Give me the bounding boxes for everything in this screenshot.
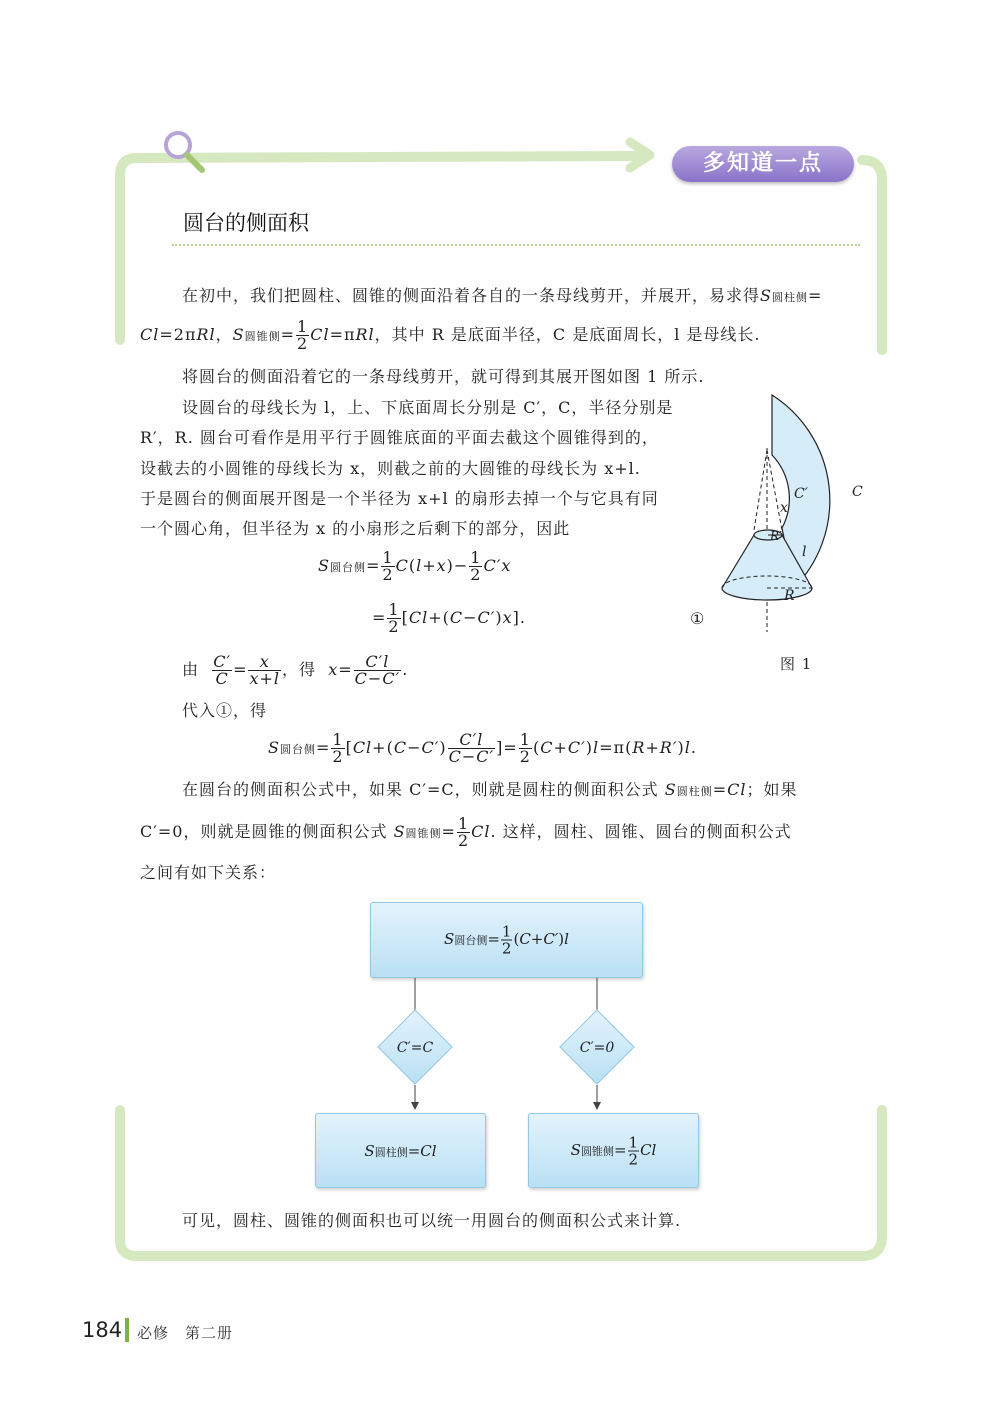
book-name: 必修 第二册	[137, 1324, 234, 1342]
para-2: 将圆台的侧面沿着它的一条母线剪开，就可得到其展开图如图 1 所示.	[182, 367, 705, 386]
label-R-prime: R′	[770, 529, 782, 543]
equation-1-line-2: = $\frac{1}{2}$ [Cl+(C−C′)x].	[372, 600, 526, 636]
para-4-line-2: C′=0，则就是圆锥的侧面积公式 S圆锥侧= $\frac{1}{2}$ Cl. 这样，圆柱、圆锥、圆台的侧面积公式	[140, 814, 792, 850]
decision-right-text: C′=0	[579, 1040, 615, 1056]
label-l: l	[802, 544, 807, 560]
substitute-line: 代入①，得	[182, 701, 268, 720]
para-3-line-3: 设截去的小圆锥的母线长为 x，则截之前的大圆锥的母线长为 x+l.	[140, 459, 641, 478]
badge-know-more: 多知道一点	[672, 146, 854, 182]
para-3-line-1: 设圆台的母线长为 l，上、下底面周长分别是 C′，C，半径分别是	[182, 398, 674, 417]
label-C: C	[852, 484, 863, 500]
para-1-line-2: Cl=2πRl，S圆锥侧= $\frac{1}{2}$ Cl=πRl，其中 R 是底面半径，C 是底面周长，l 是母线长.	[140, 317, 761, 353]
para-4-line-1: 在圆台的侧面积公式中，如果 C′=C，则就是圆柱的侧面积公式 S圆柱侧=Cl；如果	[182, 780, 798, 799]
para-3-line-5: 一个圆心角，但半径为 x 的小扇形之后剩下的部分，因此	[140, 519, 571, 538]
flow-box-frustum-formula: S圆台侧= $\frac{1}{2}$ (C+C′)l	[444, 922, 569, 958]
label-R: R	[784, 588, 795, 604]
conclusion: 可见，圆柱、圆锥的侧面积也可以统一用圆台的侧面积公式来计算.	[182, 1211, 682, 1230]
flow-box-cone	[528, 1113, 699, 1188]
equation-1-line-1: S圆台侧= $\frac{1}{2}$ C(l+x)− $\frac{1}{2}$ C′x	[318, 548, 512, 584]
flow-box-cone-formula: S圆锥侧= $\frac{1}{2}$ Cl	[570, 1133, 657, 1168]
page-number: 184	[82, 1318, 123, 1342]
para-1-line-1: 在初中，我们把圆柱、圆锥的侧面沿着各自的一条母线剪开，并展开，易求得S圆柱侧=	[182, 286, 823, 305]
para-3-line-4: 于是圆台的侧面展开图是一个半径为 x+l 的扇形去掉一个与它具有同	[140, 489, 659, 508]
label-x: x	[780, 500, 788, 516]
flow-box-cylinder-formula: S圆柱侧=Cl	[364, 1141, 437, 1160]
section-title: 圆台的侧面积	[183, 211, 309, 235]
label-C-prime: C′	[794, 486, 808, 502]
decision-left-text: C′=C	[396, 1040, 434, 1056]
flow-box-frustum	[370, 902, 643, 978]
flow-box-cylinder	[315, 1113, 486, 1188]
footer-divider	[125, 1318, 129, 1342]
equation-marker: ①	[690, 609, 706, 628]
para-3-line-2: R′，R. 圆台可看作是用平行于圆锥底面的平面去截这个圆锥得到的，	[140, 428, 659, 447]
figure-caption: 图 1	[780, 655, 813, 673]
equation-2: S圆台侧= $\frac{1}{2}$ [Cl+(C−C′) $\frac{C'l}{C-C'}$ ]= $\frac{1}{2}$ (C+C′)l=π(R+R′)l.	[268, 730, 697, 766]
ratio-line: 由 $\frac{C'}{C}$ = $\frac{x}{x+l}$ ，得 x= $\frac{C'l}{C-C'}$ .	[182, 652, 409, 688]
para-4-line-3: 之间有如下关系：	[140, 863, 277, 882]
